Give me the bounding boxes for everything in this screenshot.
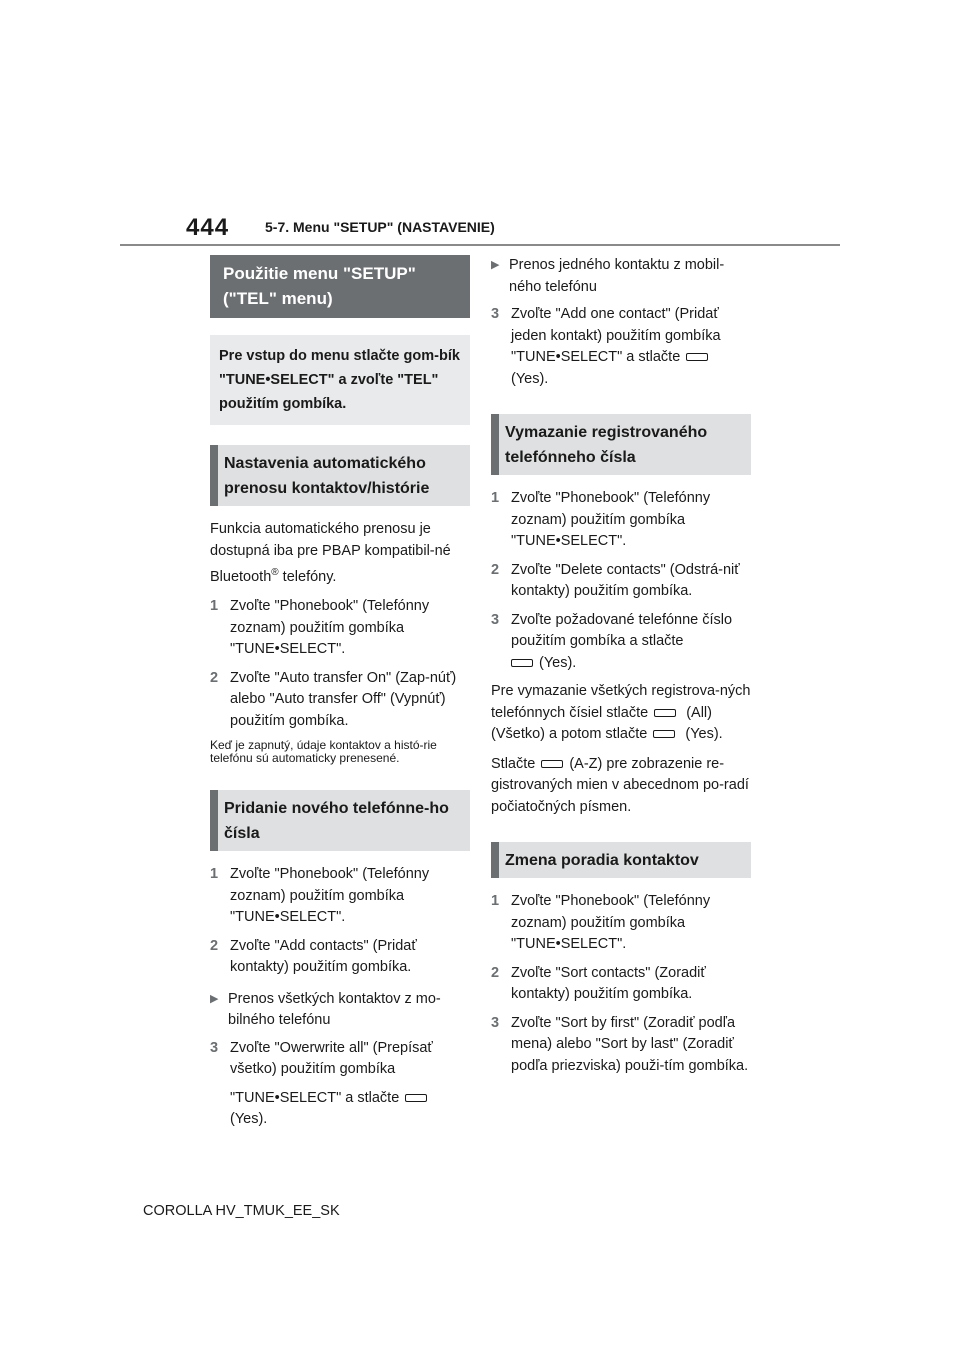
step — [491, 488, 751, 553]
step — [210, 596, 470, 661]
bullet — [210, 989, 470, 1032]
step-number: 3 — [491, 306, 500, 322]
step — [491, 1013, 751, 1078]
main-title: Použitie menu "SETUP" ("TEL" menu) — [210, 255, 470, 318]
step — [210, 668, 470, 733]
bullet-text: Prenos jedného kontaktu z mobil-ného telefónu — [509, 257, 725, 295]
step-number: 3 — [491, 1014, 500, 1031]
button-key-icon — [511, 659, 533, 667]
sort-az-paragraph: Stlačte (A-Z) pre zobrazenie re-gistrovaných mien v abecednom po-radí počiatočných písmen. — [491, 755, 749, 815]
step-text: Zvoľte "Add contacts" (Pridať kontakty) použitím gombíka. — [230, 937, 417, 976]
step-text: Zvoľte "Phonebook" (Telefónny zoznam) použitím gombíka "TUNE•SELECT". — [230, 866, 430, 926]
button-key-icon — [654, 709, 676, 717]
right-column — [491, 255, 751, 1084]
subheading-delete-number: Vymazanie registrovaného telefónneho čísla — [491, 414, 751, 475]
step-number: 1 — [210, 598, 219, 615]
step-text: Zvoľte "Phonebook" (Telefónny zoznam) použitím gombíka "TUNE•SELECT". — [511, 490, 711, 549]
bullet — [491, 255, 751, 298]
step-text: Zvoľte "Owerwrite all" (Prepísať všetko) použitím gombíka — [230, 1039, 433, 1078]
left-column — [210, 255, 470, 1137]
step-text: Zvoľte "Sort by first" (Zoradiť podľa mena) alebo "Sort by last" (Zoradiť podľa priezviska) použi-tím gombíka. — [511, 1014, 749, 1074]
step-text: Zvoľte "Phonebook" (Telefónny zoznam) použitím gombíka "TUNE•SELECT". — [230, 598, 430, 658]
step-number: 2 — [210, 669, 219, 686]
bullet-text: Prenos všetkých kontaktov z mo-bilného telefónu — [228, 990, 441, 1029]
step-number: 1 — [491, 490, 500, 506]
step-number: 2 — [491, 964, 500, 981]
step-text: Zvoľte "Phonebook" (Telefónny zoznam) použitím gombíka "TUNE•SELECT". — [511, 893, 711, 952]
subheading-add-number: Pridanie nového telefónne-ho čísla — [210, 790, 470, 851]
delete-all-paragraph: Pre vymazanie všetkých registrova-ných telefónnych čísiel stlačte (All) (Všetko) a potom stlačte (Yes). — [491, 683, 751, 742]
step — [491, 891, 751, 956]
step — [491, 304, 751, 390]
step-continuation: "TUNE•SELECT" a stlačte (Yes). — [210, 1088, 470, 1131]
step-number: 2 — [210, 937, 219, 954]
step-number: 3 — [491, 611, 500, 628]
step — [491, 963, 751, 1006]
section-header: 5-7. Menu "SETUP" (NASTAVENIE) — [265, 219, 495, 235]
header-rule — [120, 244, 840, 246]
step — [210, 1038, 470, 1081]
step-text: Zvoľte požadované telefónne číslo použitím gombíka a stlačte (Yes). — [511, 611, 733, 671]
note: Keď je zapnutý, údaje kontaktov a histó-rie telefónu sú automaticky prenesené. — [210, 738, 437, 766]
step-text: Zvoľte "Sort contacts" (Zoradiť kontakty) použitím gombíka. — [511, 964, 706, 1002]
button-key-icon — [405, 1094, 427, 1102]
button-key-icon — [541, 760, 563, 768]
step-text: Zvoľte "Delete contacts" (Odstrá-niť kontakty) použitím gombíka. — [511, 561, 740, 599]
step — [491, 610, 751, 675]
step — [210, 864, 470, 929]
subheading-auto-transfer: Nastavenia automatického prenosu kontaktov/histórie — [210, 445, 470, 506]
step — [210, 936, 470, 979]
step-number: 3 — [210, 1039, 219, 1056]
intro-box: Pre vstup do menu stlačte gom-bík "TUNE•SELECT" a zvoľte "TEL" použitím gombíka. — [210, 335, 470, 425]
triangle-right-icon: ▶ — [210, 992, 219, 1005]
step-number: 2 — [491, 561, 500, 578]
step-number: 1 — [210, 866, 219, 883]
page-number: 444 — [186, 214, 230, 241]
step — [491, 560, 751, 603]
step-number: 1 — [491, 893, 500, 909]
button-key-icon — [686, 353, 708, 361]
triangle-right-icon: ▶ — [491, 259, 500, 271]
auto-transfer-paragraph: Funkcia automatického prenosu je dostupná iba pre PBAP kompatibil-né Bluetooth® telefóny. — [210, 521, 451, 585]
footer-model-code: COROLLA HV_TMUK_EE_SK — [143, 1203, 340, 1219]
step-text: Zvoľte "Add one contact" (Pridať jeden kontakt) použitím gombíka "TUNE•SELECT" a stlačte (Yes). — [511, 306, 721, 387]
button-key-icon — [653, 730, 675, 738]
step-text: Zvoľte "Auto transfer On" (Zap-núť) alebo "Auto transfer Off" (Vypnúť) použitím gombíka. — [230, 669, 457, 729]
subheading-sort-contacts: Zmena poradia kontaktov — [491, 842, 751, 878]
